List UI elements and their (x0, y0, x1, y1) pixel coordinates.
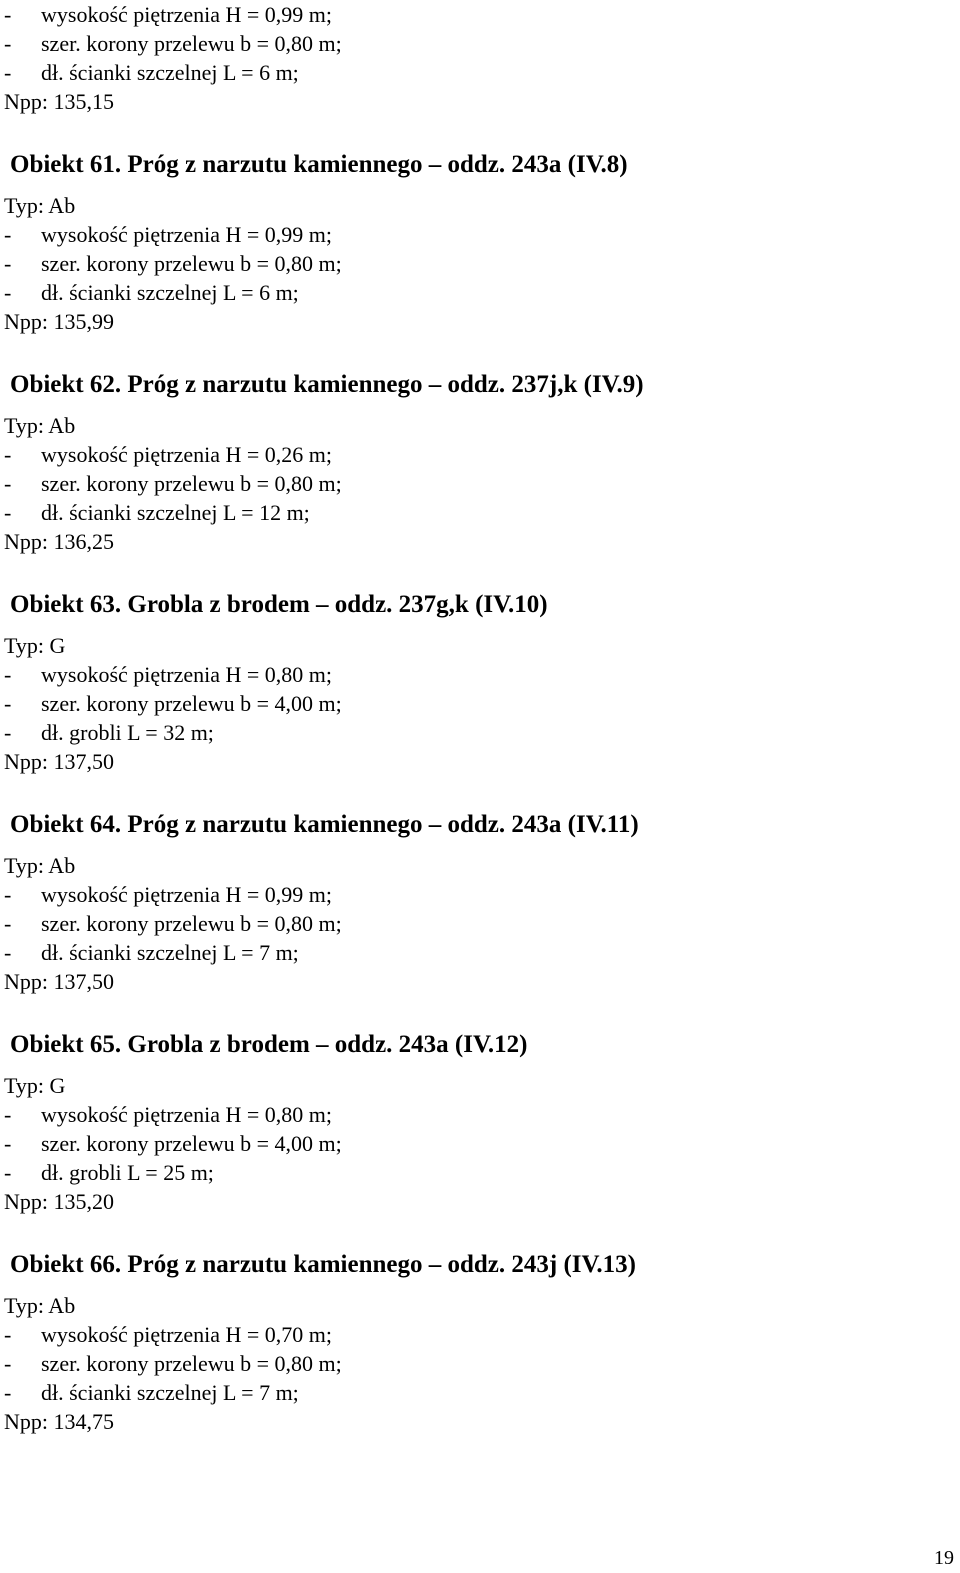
object-heading: Obiekt 66. Próg z narzutu kamiennego – oddz. 243j (IV.13) (10, 1251, 636, 1278)
param-line (4, 498, 960, 527)
type-line: Typ: G (4, 1073, 66, 1098)
param-line (4, 938, 960, 967)
dash: - (4, 720, 12, 745)
type-line: Typ: Ab (4, 1293, 76, 1318)
npp-line: Npp: 135,15 (4, 89, 114, 114)
param-text: dł. ścianki szczelnej L = 6 m; (41, 60, 299, 85)
dash: - (4, 442, 12, 467)
param-line (4, 0, 960, 29)
param-text: szer. korony przelewu b = 4,00 m; (41, 691, 342, 716)
param-line (4, 718, 960, 747)
param-text: wysokość piętrzenia H = 0,99 m; (41, 2, 333, 27)
param-text: dł. grobli L = 25 m; (41, 1160, 214, 1185)
param-line (4, 880, 960, 909)
param-text: dł. ścianki szczelnej L = 6 m; (41, 280, 299, 305)
type-line: Typ: Ab (4, 193, 76, 218)
param-text: wysokość piętrzenia H = 0,99 m; (41, 222, 333, 247)
param-text: szer. korony przelewu b = 4,00 m; (41, 1131, 342, 1156)
dash: - (4, 31, 12, 56)
param-line (4, 58, 960, 87)
param-line (4, 1100, 960, 1129)
dash: - (4, 1322, 12, 1347)
param-line (4, 909, 960, 938)
param-text: wysokość piętrzenia H = 0,26 m; (41, 442, 333, 467)
npp-line: Npp: 135,99 (4, 309, 114, 334)
dash: - (4, 1131, 12, 1156)
object-heading: Obiekt 65. Grobla z brodem – oddz. 243a (IV.12) (10, 1031, 528, 1058)
dash: - (4, 222, 12, 247)
object-heading: Obiekt 61. Próg z narzutu kamiennego – oddz. 243a (IV.8) (10, 151, 628, 178)
object-section (0, 336, 960, 556)
param-line (4, 220, 960, 249)
type-line: Typ: Ab (4, 853, 76, 878)
param-text: dł. ścianki szczelnej L = 12 m; (41, 500, 310, 525)
param-text: szer. korony przelewu b = 0,80 m; (41, 1351, 342, 1376)
dash: - (4, 1160, 12, 1185)
param-text: szer. korony przelewu b = 0,80 m; (41, 31, 342, 56)
dash: - (4, 662, 12, 687)
object-section (0, 776, 960, 996)
dash: - (4, 691, 12, 716)
npp-line: Npp: 135,20 (4, 1189, 114, 1214)
object-heading: Obiekt 62. Próg z narzutu kamiennego – oddz. 237j,k (IV.9) (10, 371, 644, 398)
param-line (4, 249, 960, 278)
dash: - (4, 280, 12, 305)
param-line (4, 278, 960, 307)
object-section (0, 556, 960, 776)
param-text: wysokość piętrzenia H = 0,70 m; (41, 1322, 333, 1347)
npp-line: Npp: 136,25 (4, 529, 114, 554)
param-line (4, 1349, 960, 1378)
dash: - (4, 1351, 12, 1376)
param-line (4, 660, 960, 689)
param-line (4, 1320, 960, 1349)
object-section (0, 996, 960, 1216)
param-line (4, 29, 960, 58)
object-heading: Obiekt 64. Próg z narzutu kamiennego – oddz. 243a (IV.11) (10, 811, 639, 838)
param-line (4, 1129, 960, 1158)
dash: - (4, 940, 12, 965)
param-text: wysokość piętrzenia H = 0,80 m; (41, 662, 333, 687)
dash: - (4, 882, 12, 907)
param-line (4, 469, 960, 498)
param-text: szer. korony przelewu b = 0,80 m; (41, 251, 342, 276)
object-section (0, 116, 960, 336)
page-number: 19 (934, 1547, 954, 1569)
object-heading: Obiekt 63. Grobla z brodem – oddz. 237g,k (IV.10) (10, 591, 548, 618)
type-line: Typ: Ab (4, 413, 76, 438)
dash: - (4, 2, 12, 27)
intro-block (0, 0, 960, 116)
param-line (4, 689, 960, 718)
param-line (4, 1158, 960, 1187)
dash: - (4, 1380, 12, 1405)
param-text: dł. ścianki szczelnej L = 7 m; (41, 940, 299, 965)
param-line (4, 440, 960, 469)
param-text: wysokość piętrzenia H = 0,99 m; (41, 882, 333, 907)
dash: - (4, 60, 12, 85)
dash: - (4, 911, 12, 936)
param-text: szer. korony przelewu b = 0,80 m; (41, 911, 342, 936)
npp-line: Npp: 134,75 (4, 1409, 114, 1434)
npp-line: Npp: 137,50 (4, 749, 114, 774)
param-text: dł. grobli L = 32 m; (41, 720, 214, 745)
param-line (4, 1378, 960, 1407)
type-line: Typ: G (4, 633, 66, 658)
param-text: dł. ścianki szczelnej L = 7 m; (41, 1380, 299, 1405)
dash: - (4, 251, 12, 276)
param-text: szer. korony przelewu b = 0,80 m; (41, 471, 342, 496)
npp-line: Npp: 137,50 (4, 969, 114, 994)
param-text: wysokość piętrzenia H = 0,80 m; (41, 1102, 333, 1127)
dash: - (4, 471, 12, 496)
object-section (0, 1216, 960, 1436)
dash: - (4, 1102, 12, 1127)
dash: - (4, 500, 12, 525)
